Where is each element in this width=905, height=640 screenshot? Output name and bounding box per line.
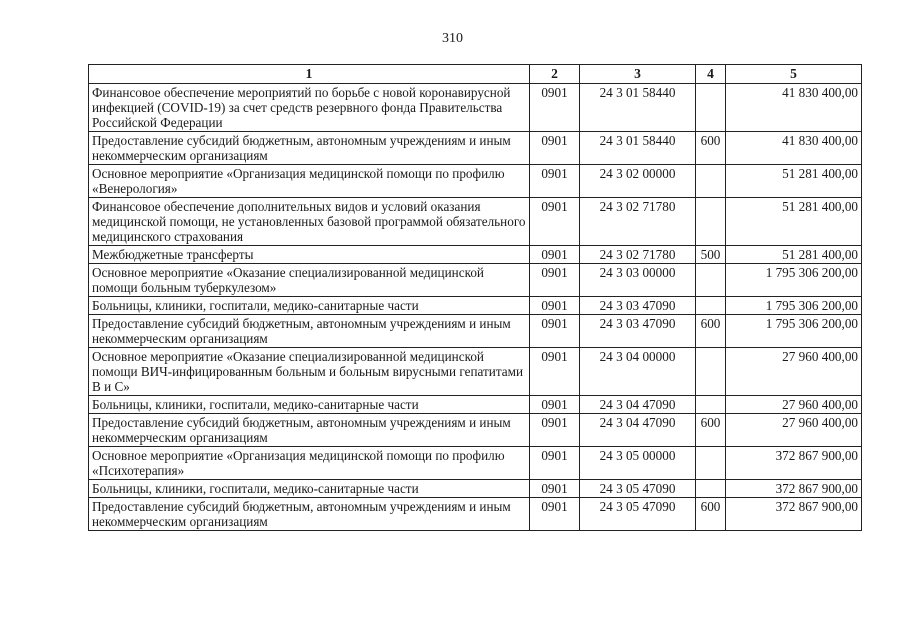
row-expense-type (696, 447, 726, 480)
row-expense-type: 500 (696, 246, 726, 264)
row-target-article: 24 3 05 00000 (580, 447, 696, 480)
row-amount: 27 960 400,00 (726, 396, 862, 414)
row-section-code: 0901 (530, 414, 580, 447)
row-amount: 41 830 400,00 (726, 132, 862, 165)
row-amount: 51 281 400,00 (726, 246, 862, 264)
row-expense-type: 600 (696, 498, 726, 531)
row-target-article: 24 3 03 00000 (580, 264, 696, 297)
row-amount: 372 867 900,00 (726, 498, 862, 531)
row-expense-type (696, 264, 726, 297)
row-amount: 41 830 400,00 (726, 84, 862, 132)
table-body (89, 84, 862, 531)
table-row (89, 165, 862, 198)
row-expense-type (696, 297, 726, 315)
row-name: Основное мероприятие «Организация медицинской помощи по профилю «Венерология» (89, 165, 530, 198)
row-name: Предоставление субсидий бюджетным, автономным учреждениям и иным некоммерческим организациям (89, 132, 530, 165)
table-row (89, 348, 862, 396)
row-target-article: 24 3 04 47090 (580, 396, 696, 414)
row-name: Больницы, клиники, госпитали, медико-санитарные части (89, 297, 530, 315)
row-amount: 51 281 400,00 (726, 198, 862, 246)
row-expense-type: 600 (696, 132, 726, 165)
table-row (89, 84, 862, 132)
row-amount: 372 867 900,00 (726, 480, 862, 498)
row-target-article: 24 3 04 47090 (580, 414, 696, 447)
budget-table (88, 64, 862, 531)
row-expense-type (696, 480, 726, 498)
header-col-3: 3 (580, 65, 696, 84)
row-amount: 372 867 900,00 (726, 447, 862, 480)
row-target-article: 24 3 01 58440 (580, 84, 696, 132)
row-section-code: 0901 (530, 246, 580, 264)
row-target-article: 24 3 02 71780 (580, 198, 696, 246)
row-target-article: 24 3 03 47090 (580, 297, 696, 315)
row-section-code: 0901 (530, 498, 580, 531)
row-target-article: 24 3 04 00000 (580, 348, 696, 396)
row-section-code: 0901 (530, 198, 580, 246)
row-name: Больницы, клиники, госпитали, медико-санитарные части (89, 396, 530, 414)
row-section-code: 0901 (530, 165, 580, 198)
row-name: Основное мероприятие «Организация медицинской помощи по профилю «Психотерапия» (89, 447, 530, 480)
row-name: Предоставление субсидий бюджетным, автономным учреждениям и иным некоммерческим организациям (89, 315, 530, 348)
table-row (89, 480, 862, 498)
row-target-article: 24 3 02 00000 (580, 165, 696, 198)
row-target-article: 24 3 03 47090 (580, 315, 696, 348)
row-name: Межбюджетные трансферты (89, 246, 530, 264)
row-amount: 51 281 400,00 (726, 165, 862, 198)
row-expense-type (696, 165, 726, 198)
row-expense-type: 600 (696, 414, 726, 447)
table-row (89, 264, 862, 297)
row-amount: 27 960 400,00 (726, 414, 862, 447)
row-target-article: 24 3 01 58440 (580, 132, 696, 165)
row-amount: 1 795 306 200,00 (726, 297, 862, 315)
row-section-code: 0901 (530, 132, 580, 165)
row-expense-type (696, 348, 726, 396)
row-amount: 27 960 400,00 (726, 348, 862, 396)
row-amount: 1 795 306 200,00 (726, 315, 862, 348)
row-section-code: 0901 (530, 396, 580, 414)
row-target-article: 24 3 05 47090 (580, 480, 696, 498)
table-row (89, 414, 862, 447)
row-section-code: 0901 (530, 297, 580, 315)
row-section-code: 0901 (530, 348, 580, 396)
header-col-5: 5 (726, 65, 862, 84)
row-section-code: 0901 (530, 264, 580, 297)
row-section-code: 0901 (530, 480, 580, 498)
row-name: Больницы, клиники, госпитали, медико-санитарные части (89, 480, 530, 498)
header-col-4: 4 (696, 65, 726, 84)
row-target-article: 24 3 05 47090 (580, 498, 696, 531)
row-expense-type (696, 84, 726, 132)
row-expense-type (696, 198, 726, 246)
table-row (89, 396, 862, 414)
row-target-article: 24 3 02 71780 (580, 246, 696, 264)
table-row (89, 246, 862, 264)
table-header (89, 65, 862, 84)
row-section-code: 0901 (530, 84, 580, 132)
header-col-2: 2 (530, 65, 580, 84)
header-col-1: 1 (89, 65, 530, 84)
table-row (89, 447, 862, 480)
row-section-code: 0901 (530, 447, 580, 480)
row-section-code: 0901 (530, 315, 580, 348)
row-amount: 1 795 306 200,00 (726, 264, 862, 297)
table-row (89, 132, 862, 165)
row-expense-type: 600 (696, 315, 726, 348)
row-name: Финансовое обеспечение мероприятий по борьбе с новой коронавирусной инфекцией (COVID-19) за счет средств резервного фонда Правительства Российской Федерации (89, 84, 530, 132)
row-name: Предоставление субсидий бюджетным, автономным учреждениям и иным некоммерческим организациям (89, 498, 530, 531)
table-row (89, 297, 862, 315)
row-name: Предоставление субсидий бюджетным, автономным учреждениям и иным некоммерческим организациям (89, 414, 530, 447)
row-expense-type (696, 396, 726, 414)
row-name: Основное мероприятие «Оказание специализированной медицинской помощи ВИЧ-инфицированным больным и больным вирусными гепатитами В и С» (89, 348, 530, 396)
row-name: Основное мероприятие «Оказание специализированной медицинской помощи больным туберкулезом» (89, 264, 530, 297)
table-row (89, 315, 862, 348)
row-name: Финансовое обеспечение дополнительных видов и условий оказания медицинской помощи, не установленных базовой программой обязательного медицинского страхования (89, 198, 530, 246)
page-number: 310 (442, 31, 463, 46)
header-row (89, 65, 862, 84)
table-row (89, 198, 862, 246)
table-row (89, 498, 862, 531)
